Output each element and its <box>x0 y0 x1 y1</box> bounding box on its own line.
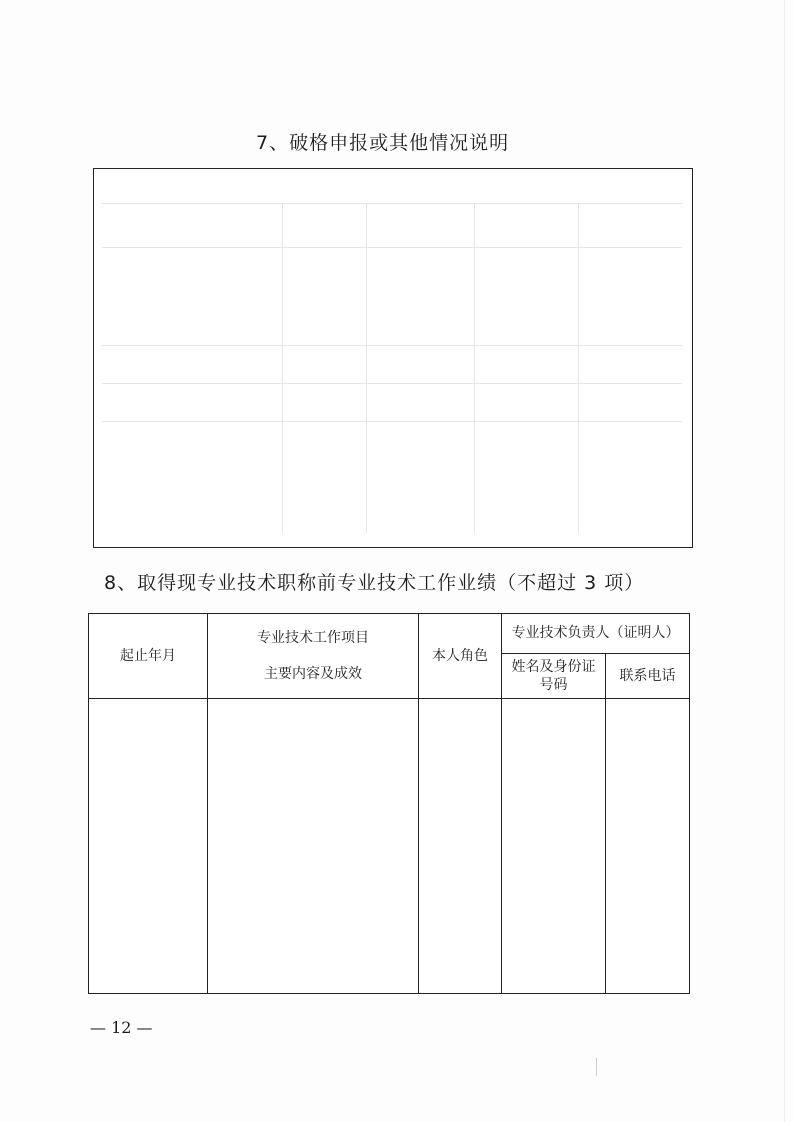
cell-leader-name[interactable] <box>502 699 606 994</box>
performance-table <box>88 613 690 994</box>
show-through-line <box>102 383 682 384</box>
cell-role[interactable] <box>419 699 502 994</box>
header-leader-group: 专业技术负责人（证明人） <box>502 614 690 654</box>
scan-mark <box>596 1058 597 1076</box>
cell-project[interactable] <box>208 699 419 994</box>
cell-period[interactable] <box>89 699 208 994</box>
section-8-title: 8、取得现专业技术职称前专业技术工作业绩（不超过 3 项） <box>104 572 645 594</box>
show-through-line <box>474 203 475 533</box>
show-through-line <box>102 345 682 346</box>
header-leader-phone: 联系电话 <box>606 654 690 699</box>
show-through-line <box>578 203 579 533</box>
header-period: 起止年月 <box>89 614 208 699</box>
show-through-line <box>102 203 682 204</box>
scan-edge <box>784 0 785 1122</box>
page-number: — 12 — <box>90 1018 153 1037</box>
show-through-line <box>102 421 682 422</box>
header-project <box>208 614 419 699</box>
header-project-line1: 专业技术工作项目 <box>257 629 369 646</box>
header-leader-name: 姓名及身份证号码 <box>502 654 606 699</box>
header-project-line2: 主要内容及成效 <box>264 666 362 682</box>
show-through-line <box>102 247 682 248</box>
section-7-title: 7、破格申报或其他情况说明 <box>256 132 510 154</box>
section-7-text-area[interactable] <box>93 168 693 548</box>
show-through-line <box>282 203 283 533</box>
show-through-line <box>366 203 367 533</box>
cell-leader-phone[interactable] <box>606 699 690 994</box>
header-role: 本人角色 <box>419 614 502 699</box>
